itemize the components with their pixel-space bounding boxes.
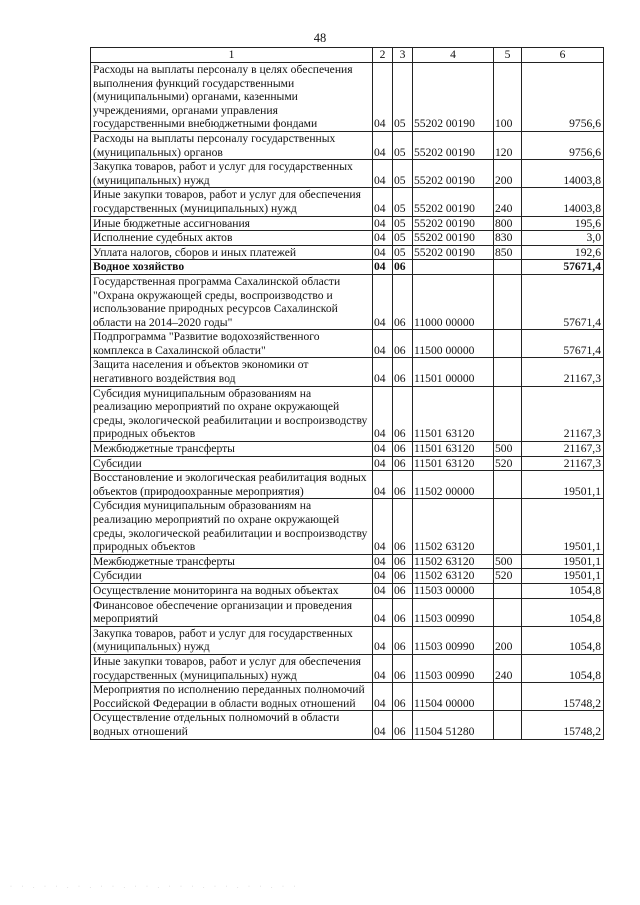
row-expense-type: 520	[494, 456, 522, 471]
row-expense-type	[494, 683, 522, 711]
row-expense-type	[494, 711, 522, 739]
row-subsection: 06	[393, 499, 413, 554]
table-row	[91, 456, 604, 471]
header-col-4: 4	[413, 48, 494, 63]
row-expense-type: 500	[494, 442, 522, 457]
table-row	[91, 131, 604, 159]
row-expense-type	[494, 358, 522, 386]
row-name: Субсидии	[91, 456, 373, 471]
table-row	[91, 598, 604, 626]
row-subsection: 05	[393, 160, 413, 188]
row-section: 04	[373, 131, 393, 159]
row-name: Мероприятия по исполнению переданных полномочий Российской Федерации в области водных отношений	[91, 683, 373, 711]
table-row	[91, 442, 604, 457]
header-col-2: 2	[373, 48, 393, 63]
row-section: 04	[373, 216, 393, 231]
row-name: Водное хозяйство	[91, 260, 373, 275]
row-amount: 21167,3	[522, 442, 604, 457]
table-row	[91, 188, 604, 216]
row-target-article: 55202 00190	[413, 63, 494, 132]
row-target-article: 11503 00990	[413, 654, 494, 682]
table-row	[91, 554, 604, 569]
row-amount: 19501,1	[522, 471, 604, 499]
row-section: 04	[373, 274, 393, 329]
row-amount: 57671,4	[522, 330, 604, 358]
header-col-5: 5	[494, 48, 522, 63]
row-amount: 19501,1	[522, 499, 604, 554]
table-row	[91, 499, 604, 554]
row-section: 04	[373, 583, 393, 598]
row-section: 04	[373, 711, 393, 739]
row-name: Иные бюджетные ассигнования	[91, 216, 373, 231]
row-target-article: 11501 63120	[413, 386, 494, 441]
row-expense-type: 120	[494, 131, 522, 159]
row-amount: 57671,4	[522, 260, 604, 275]
row-expense-type: 100	[494, 63, 522, 132]
row-name: Субсидии	[91, 569, 373, 584]
row-section: 04	[373, 456, 393, 471]
row-name: Осуществление отдельных полномочий в области водных отношений	[91, 711, 373, 739]
row-expense-type	[494, 499, 522, 554]
row-name: Иные закупки товаров, работ и услуг для обеспечения государственных (муниципальных) нужд	[91, 188, 373, 216]
row-amount: 21167,3	[522, 358, 604, 386]
scan-noise: · · . · · . · . · · . · · . · · · . · · . · · . · ·	[10, 884, 300, 890]
row-subsection: 05	[393, 216, 413, 231]
row-expense-type	[494, 274, 522, 329]
row-amount: 19501,1	[522, 569, 604, 584]
row-subsection: 05	[393, 63, 413, 132]
header-col-3: 3	[393, 48, 413, 63]
row-subsection: 05	[393, 245, 413, 260]
row-section: 04	[373, 598, 393, 626]
row-target-article: 11502 63120	[413, 569, 494, 584]
row-amount: 14003,8	[522, 188, 604, 216]
row-section: 04	[373, 626, 393, 654]
row-subsection: 06	[393, 626, 413, 654]
row-subsection: 06	[393, 569, 413, 584]
row-target-article: 11504 00000	[413, 683, 494, 711]
row-subsection: 06	[393, 260, 413, 275]
row-amount: 195,6	[522, 216, 604, 231]
row-name: Межбюджетные трансферты	[91, 554, 373, 569]
row-expense-type: 200	[494, 160, 522, 188]
row-subsection: 06	[393, 330, 413, 358]
row-name: Восстановление и экологическая реабилитация водных объектов (природоохранные мероприятия)	[91, 471, 373, 499]
row-target-article: 11501 00000	[413, 358, 494, 386]
table-row	[91, 245, 604, 260]
row-amount: 1054,8	[522, 654, 604, 682]
row-subsection: 06	[393, 358, 413, 386]
row-subsection: 06	[393, 442, 413, 457]
row-amount: 21167,3	[522, 456, 604, 471]
row-expense-type: 830	[494, 231, 522, 246]
row-target-article: 11500 00000	[413, 330, 494, 358]
table-row	[91, 583, 604, 598]
row-amount: 1054,8	[522, 598, 604, 626]
row-expense-type: 800	[494, 216, 522, 231]
row-target-article: 11502 63120	[413, 554, 494, 569]
row-amount: 9756,6	[522, 131, 604, 159]
row-section: 04	[373, 188, 393, 216]
row-name: Межбюджетные трансферты	[91, 442, 373, 457]
row-name: Иные закупки товаров, работ и услуг для обеспечения государственных (муниципальных) нужд	[91, 654, 373, 682]
row-section: 04	[373, 683, 393, 711]
row-target-article: 11503 00000	[413, 583, 494, 598]
table-row	[91, 330, 604, 358]
row-section: 04	[373, 386, 393, 441]
row-section: 04	[373, 358, 393, 386]
row-target-article: 11503 00990	[413, 626, 494, 654]
row-subsection: 06	[393, 683, 413, 711]
row-subsection: 06	[393, 583, 413, 598]
page-number: 48	[313, 31, 327, 45]
table-header-row	[91, 48, 604, 63]
header-col-1: 1	[91, 48, 373, 63]
row-name: Закупка товаров, работ и услуг для государственных (муниципальных) нужд	[91, 626, 373, 654]
table-row	[91, 386, 604, 441]
table-row	[91, 216, 604, 231]
row-name: Расходы на выплаты персоналу государственных (муниципальных) органов	[91, 131, 373, 159]
row-expense-type: 850	[494, 245, 522, 260]
row-amount: 192,6	[522, 245, 604, 260]
row-subsection: 06	[393, 386, 413, 441]
row-subsection: 06	[393, 471, 413, 499]
row-target-article: 11000 00000	[413, 274, 494, 329]
row-target-article: 11504 51280	[413, 711, 494, 739]
row-expense-type	[494, 471, 522, 499]
row-target-article: 55202 00190	[413, 245, 494, 260]
row-name: Уплата налогов, сборов и иных платежей	[91, 245, 373, 260]
row-subsection: 05	[393, 188, 413, 216]
row-section: 04	[373, 442, 393, 457]
row-target-article: 55202 00190	[413, 216, 494, 231]
row-section: 04	[373, 160, 393, 188]
row-name: Исполнение судебных актов	[91, 231, 373, 246]
row-section: 04	[373, 330, 393, 358]
row-target-article: 11503 00990	[413, 598, 494, 626]
row-section: 04	[373, 260, 393, 275]
row-amount: 3,0	[522, 231, 604, 246]
table-row	[91, 626, 604, 654]
table-row	[91, 63, 604, 132]
row-name: Закупка товаров, работ и услуг для государственных (муниципальных) нужд	[91, 160, 373, 188]
budget-table	[90, 47, 604, 740]
table-row	[91, 471, 604, 499]
row-section: 04	[373, 499, 393, 554]
row-name: Субсидия муниципальным образованиям на реализацию мероприятий по охране окружающей среды, экологической реабилитации и воспроизводству природных объектов	[91, 386, 373, 441]
row-section: 04	[373, 471, 393, 499]
row-amount: 9756,6	[522, 63, 604, 132]
row-amount: 1054,8	[522, 583, 604, 598]
row-expense-type	[494, 260, 522, 275]
row-target-article: 55202 00190	[413, 188, 494, 216]
row-amount: 15748,2	[522, 711, 604, 739]
row-amount: 1054,8	[522, 626, 604, 654]
row-amount: 15748,2	[522, 683, 604, 711]
row-subsection: 06	[393, 274, 413, 329]
row-name: Государственная программа Сахалинской области "Охрана окружающей среды, воспроизводство и использование природных ресурсов Сахалинской области на 2014–2020 годы"	[91, 274, 373, 329]
row-target-article: 55202 00190	[413, 131, 494, 159]
row-expense-type	[494, 330, 522, 358]
row-expense-type: 240	[494, 654, 522, 682]
row-expense-type: 520	[494, 569, 522, 584]
table-row	[91, 711, 604, 739]
row-expense-type	[494, 583, 522, 598]
row-amount: 14003,8	[522, 160, 604, 188]
row-section: 04	[373, 231, 393, 246]
row-expense-type: 240	[494, 188, 522, 216]
row-target-article: 55202 00190	[413, 231, 494, 246]
row-target-article: 55202 00190	[413, 160, 494, 188]
row-name: Субсидия муниципальным образованиям на реализацию мероприятий по охране окружающей среды, экологической реабилитации и воспроизводству природных объектов	[91, 499, 373, 554]
row-subsection: 06	[393, 711, 413, 739]
table-row	[91, 683, 604, 711]
table-row	[91, 274, 604, 329]
row-subsection: 06	[393, 456, 413, 471]
row-name: Финансовое обеспечение организации и проведения мероприятий	[91, 598, 373, 626]
table-row	[91, 260, 604, 275]
row-name: Защита населения и объектов экономики от негативного воздействия вод	[91, 358, 373, 386]
table-row	[91, 569, 604, 584]
row-amount: 21167,3	[522, 386, 604, 441]
table-row	[91, 358, 604, 386]
row-amount: 57671,4	[522, 274, 604, 329]
row-section: 04	[373, 63, 393, 132]
table-row	[91, 231, 604, 246]
row-target-article: 11501 63120	[413, 442, 494, 457]
row-name: Расходы на выплаты персоналу в целях обеспечения выполнения функций государственными (муниципальными) органами, казенными учреждениями, органами управления государственными внебюджетными фондами	[91, 63, 373, 132]
row-expense-type: 200	[494, 626, 522, 654]
table-row	[91, 654, 604, 682]
row-target-article: 11502 63120	[413, 499, 494, 554]
row-section: 04	[373, 245, 393, 260]
row-subsection: 05	[393, 131, 413, 159]
header-col-6: 6	[522, 48, 604, 63]
row-target-article: 11501 63120	[413, 456, 494, 471]
row-subsection: 06	[393, 598, 413, 626]
row-subsection: 06	[393, 654, 413, 682]
row-target-article	[413, 260, 494, 275]
row-target-article: 11502 00000	[413, 471, 494, 499]
row-expense-type	[494, 386, 522, 441]
row-expense-type: 500	[494, 554, 522, 569]
row-subsection: 05	[393, 231, 413, 246]
row-expense-type	[494, 598, 522, 626]
row-section: 04	[373, 654, 393, 682]
row-section: 04	[373, 554, 393, 569]
row-section: 04	[373, 569, 393, 584]
row-name: Осуществление мониторинга на водных объектах	[91, 583, 373, 598]
row-name: Подпрограмма "Развитие водохозяйственного комплекса в Сахалинской области"	[91, 330, 373, 358]
table-row	[91, 160, 604, 188]
row-amount: 19501,1	[522, 554, 604, 569]
row-subsection: 06	[393, 554, 413, 569]
